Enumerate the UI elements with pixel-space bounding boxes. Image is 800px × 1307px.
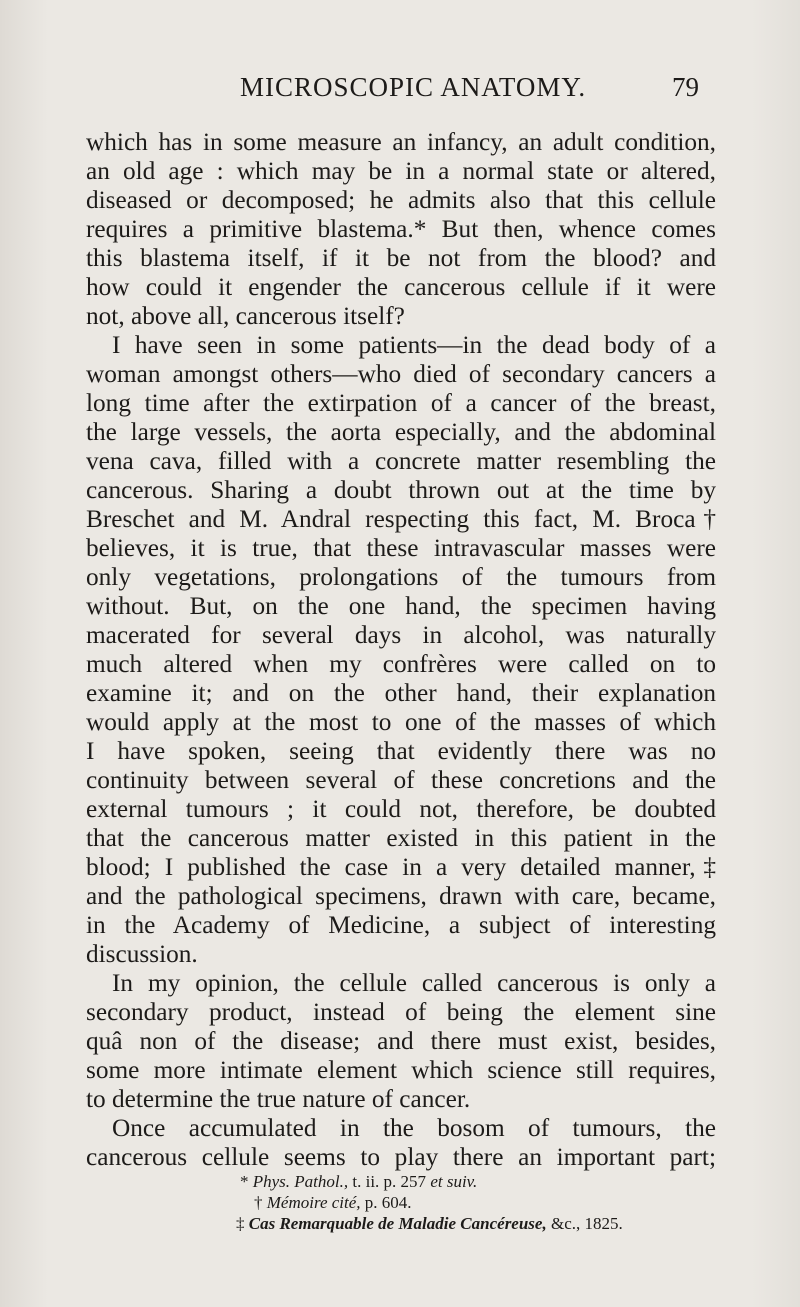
text-line: requires a primitive blastema.* But then, whence comes	[86, 215, 716, 243]
text-line: Breschet and M. Andral respecting this fact, M. Broca†	[86, 505, 716, 533]
running-head: MICROSCOPIC ANATOMY.	[240, 72, 587, 102]
text-line: quâ non of the disease; and there must exist, besides,	[86, 1027, 716, 1055]
text-line: only vegetations, prolongations of the tumours from	[86, 563, 716, 591]
text-line: In my opinion, the cellule called cancerous is only a	[112, 969, 716, 997]
text-line: diseased or decomposed; he admits also that this cellule	[86, 186, 716, 214]
text-line: that the cancerous matter existed in this patient in the	[86, 824, 716, 852]
text-line: I have spoken, seeing that evidently there was no	[86, 737, 716, 765]
text-line: discussion.	[86, 940, 198, 968]
text-line: macerated for several days in alcohol, was naturally	[86, 621, 716, 649]
text-line: blood; I published the case in a very detailed manner,‡	[86, 853, 716, 881]
text-line: which has in some measure an infancy, an adult condition,	[86, 128, 716, 156]
text-line: how could it engender the cancerous cellule if it were	[86, 273, 716, 301]
footnote	[240, 1172, 477, 1192]
text-line: external tumours ; it could not, therefore, be doubted	[86, 795, 716, 823]
text-line: to determine the true nature of cancer.	[86, 1085, 471, 1113]
footnote-text: p. 604.	[360, 1193, 412, 1212]
text-line: an old age : which may be in a normal state or altered,	[86, 157, 716, 185]
text-line: in the Academy of Medicine, a subject of interesting	[86, 911, 716, 939]
text-line: this blastema itself, if it be not from the blood? and	[86, 244, 716, 272]
footnote-title: Phys. Pathol.,	[252, 1172, 349, 1191]
footnote-text: &c., 1825.	[546, 1214, 623, 1233]
footnote-mark: *	[240, 1172, 249, 1191]
footnote	[236, 1214, 623, 1234]
text-line: I have seen in some patients—in the dead body of a	[112, 331, 716, 359]
text-line: some more intimate element which science still requires,	[86, 1056, 716, 1084]
text-line: without. But, on the one hand, the specimen having	[86, 592, 716, 620]
text-line: continuity between several of these concretions and the	[86, 766, 716, 794]
text-line: the large vessels, the aorta especially, and the abdominal	[86, 418, 716, 446]
text-line: much altered when my confrères were called on to	[86, 650, 716, 678]
text-line: would apply at the most to one of the masses of which	[86, 708, 716, 736]
footnote-mark: †	[254, 1193, 263, 1212]
footnote-title: Mémoire cité,	[266, 1193, 361, 1212]
text-line: not, above all, cancerous itself?	[86, 302, 405, 330]
footnote-text: t. ii. p. 257	[348, 1172, 431, 1191]
text-line: and the pathological specimens, drawn with care, became,	[86, 882, 716, 910]
text-line: cancerous. Sharing a doubt thrown out at the time by	[86, 476, 716, 504]
text-line: Once accumulated in the bosom of tumours, the	[112, 1114, 716, 1142]
text-line: vena cava, filled with a concrete matter resembling the	[86, 447, 716, 475]
text-line: woman amongst others—who died of secondary cancers a	[86, 360, 716, 388]
footnote-title: Cas Remarquable de Maladie Cancéreuse,	[248, 1214, 547, 1233]
text-line: cancerous cellule seems to play there an important part;	[86, 1143, 716, 1171]
text-line: believes, it is true, that these intravascular masses were	[86, 534, 716, 562]
page-number: 79	[672, 72, 699, 102]
text-line: long time after the extirpation of a cancer of the breast,	[86, 389, 716, 417]
footnote	[254, 1193, 412, 1213]
text-line: examine it; and on the other hand, their explanation	[86, 679, 716, 707]
footnote-mark: ‡	[236, 1214, 245, 1233]
text-line: secondary product, instead of being the element sine	[86, 998, 716, 1026]
footnote-tail: et suiv.	[430, 1172, 478, 1191]
